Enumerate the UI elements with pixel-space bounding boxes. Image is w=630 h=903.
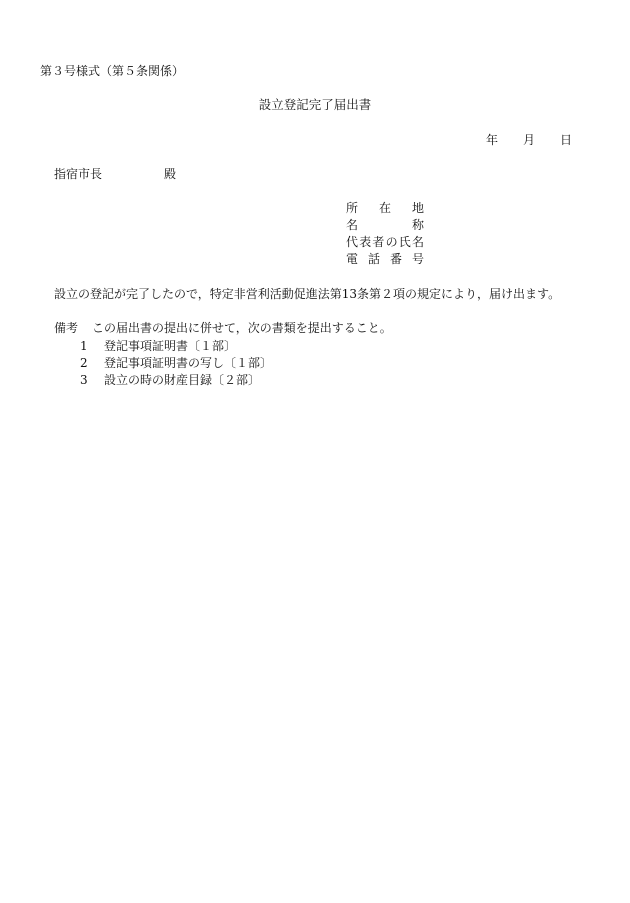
remarks-label: 備考 (54, 321, 79, 335)
date-month: 月 (523, 133, 536, 147)
attachment-number: 3 (80, 373, 88, 387)
phone-label: 電話番号 (346, 252, 424, 266)
address-label: 所在地 (346, 201, 424, 215)
attachment-text: 登記事項証明書の写し〔１部〕 (104, 356, 273, 370)
representative-label: 代表者の氏名 (346, 235, 424, 249)
date-day: 日 (560, 133, 573, 147)
addressee-honorific: 殿 (164, 167, 177, 181)
form-number: 第３号様式（第５条関係） (40, 64, 185, 78)
attachment-item (80, 372, 260, 388)
applicant-block (346, 200, 424, 268)
document-title: 設立登記完了届出書 (258, 97, 372, 112)
attachment-text: 登記事項証明書〔１部〕 (104, 339, 237, 353)
addressee (54, 166, 176, 182)
date-line (486, 132, 572, 148)
main-sentence: 設立の登記が完了したので，特定非営利活動促進法第13条第２項の規定により，届け出ます。 (54, 287, 561, 301)
remarks (54, 320, 392, 336)
attachment-item (80, 355, 272, 371)
attachment-number: 2 (80, 356, 88, 370)
attachment-text: 設立の時の財産目録〔２部〕 (104, 373, 261, 387)
attachment-item (80, 338, 236, 354)
attachment-number: 1 (80, 339, 88, 353)
remarks-text: この届出書の提出に併せて，次の書類を提出すること。 (92, 321, 392, 335)
date-year: 年 (486, 133, 499, 147)
addressee-name: 指宿市長 (54, 167, 103, 181)
name-label: 名称 (346, 218, 424, 232)
